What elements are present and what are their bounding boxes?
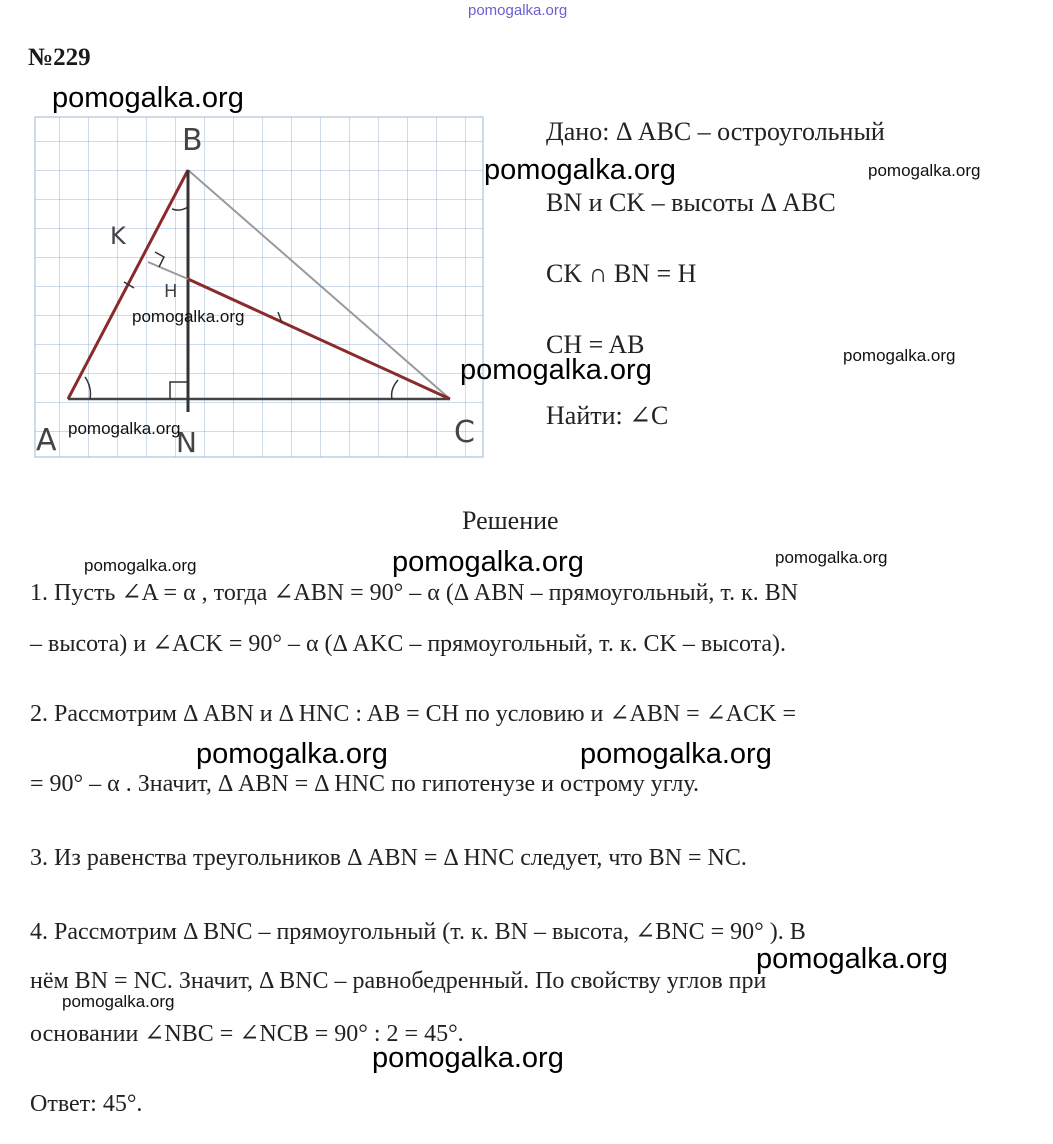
watermark: pomogalka.org — [62, 992, 175, 1011]
solution-p4-line2: нём BN = NC. Значит, Δ BNC – равнобедренный. По свойству углов при — [30, 968, 767, 994]
solution-p1-line1: 1. Пусть ∠A = α , тогда ∠ABN = 90° – α (Δ ABN – прямоугольный, т. к. BN — [30, 580, 799, 606]
solution-p3: 3. Из равенства треугольников Δ ABN = Δ HNC следует, что BN = NC. — [30, 845, 747, 871]
grid-background — [35, 117, 483, 457]
answer: Ответ: 45°. — [30, 1091, 143, 1117]
label-b: B — [182, 123, 203, 158]
given-line-2: BN и CK – высоты Δ ABC — [546, 188, 836, 217]
watermark: pomogalka.org — [372, 1042, 564, 1074]
watermark: pomogalka.org — [756, 943, 948, 975]
watermark: pomogalka.org — [392, 546, 584, 578]
label-k: K — [110, 222, 126, 250]
label-n: N — [176, 426, 197, 459]
solution-p2-line2: = 90° – α . Значит, Δ ABN = Δ HNC по гипотенузе и острому углу. — [30, 771, 699, 797]
given-line-1: Дано: Δ ABC – остроугольный — [546, 117, 885, 146]
watermark: pomogalka.org — [196, 738, 388, 770]
watermark: pomogalka.org — [580, 738, 772, 770]
problem-number: №229 — [28, 44, 91, 71]
triangle-figure — [30, 112, 490, 462]
watermark: pomogalka.org — [52, 82, 244, 114]
solution-title: Решение — [462, 506, 559, 535]
solution-p2-line1: 2. Рассмотрим Δ ABN и Δ HNC : AB = CH по условию и ∠ABN = ∠ACK = — [30, 701, 797, 727]
label-a: A — [36, 423, 57, 458]
label-h: H — [164, 281, 178, 302]
site-link-top[interactable]: pomogalka.org — [468, 2, 568, 19]
label-c: C — [454, 415, 475, 450]
given-line-4: CH = AB — [546, 330, 645, 359]
solution-p4-line1: 4. Рассмотрим Δ BNC – прямоугольный (т. к. BN – высота, ∠BNC = 90° ). В — [30, 919, 806, 945]
watermark: pomogalka.org — [84, 556, 197, 575]
watermark: pomogalka.org — [68, 419, 181, 438]
given-line-5: Найти: ∠C — [546, 401, 669, 430]
watermark: pomogalka.org — [484, 154, 676, 186]
watermark: pomogalka.org — [132, 307, 245, 326]
given-line-3: CK ∩ BN = H — [546, 259, 697, 288]
watermark: pomogalka.org — [460, 354, 652, 386]
watermark: pomogalka.org — [868, 161, 981, 180]
solution-p4-line3: основании ∠NBC = ∠NCB = 90° : 2 = 45°. — [30, 1021, 464, 1047]
watermark: pomogalka.org — [843, 346, 956, 365]
watermark: pomogalka.org — [775, 548, 888, 567]
solution-p1-line2: – высота) и ∠ACK = 90° – α (Δ AKC – прямоугольный, т. к. CK – высота). — [30, 631, 787, 657]
